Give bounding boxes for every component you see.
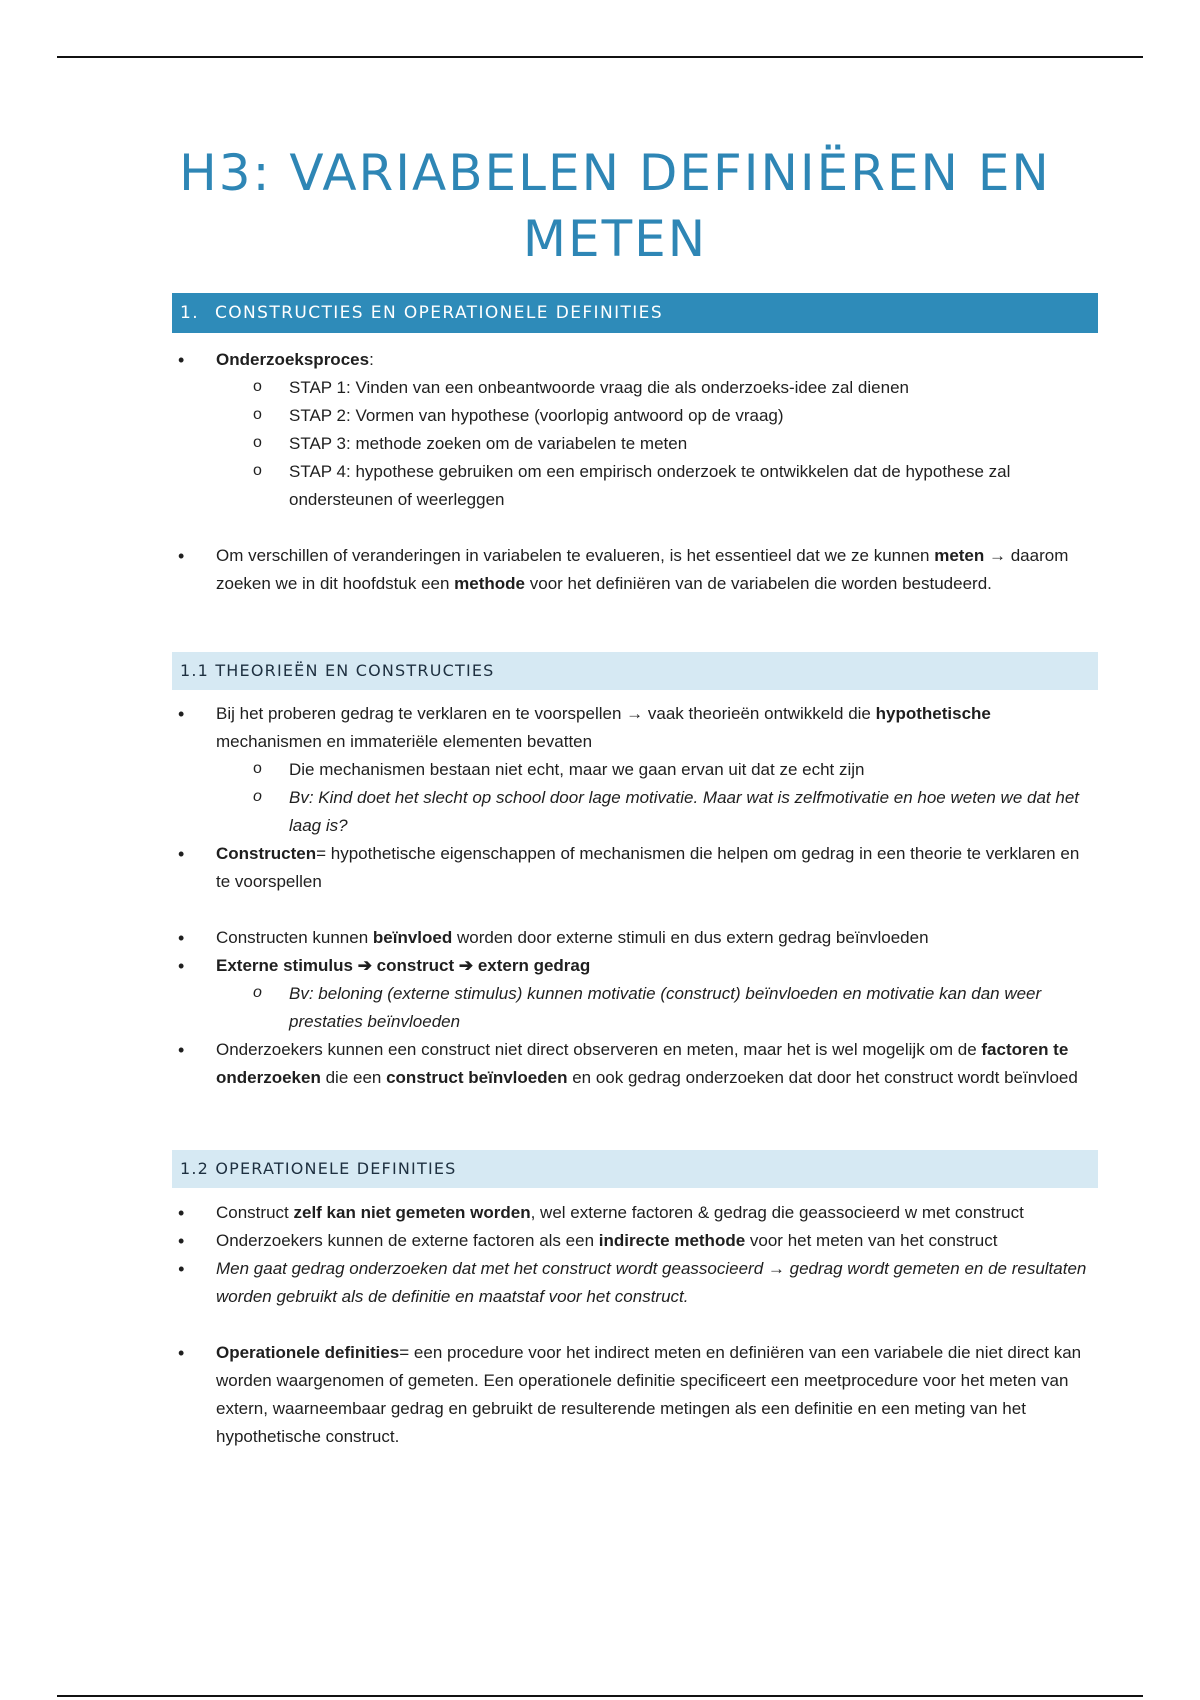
emphasis: meten [934,546,985,565]
emphasis: construct beïnvloeden [386,1068,568,1087]
section-heading-1 [172,293,1098,333]
bottom-rule [57,1695,1143,1697]
text: Onderzoekers kunnen een construct niet direct observeren en meten, maar het is wel mogelijk om de [216,1040,982,1059]
text: Bij het proberen gedrag te verklaren en te voorspellen → vaak theorieën ontwikkeld die [216,704,876,723]
text: Om verschillen of veranderingen in variabelen te evalueren, is het essentieel dat we ze kunnen [216,546,935,565]
text: worden door externe stimuli en dus extern gedrag beïnvloeden [452,928,929,947]
emphasis: beïnvloed [372,928,453,947]
section-heading-1-1: 1.1 THEORIEËN EN CONSTRUCTIES [172,652,1098,690]
list-item [172,1199,1098,1227]
page-title [172,140,1058,272]
list-item [172,1036,1098,1092]
section-label: CONSTRUCTIES EN OPERATIONELE DEFINITIES [215,303,664,323]
text: mechanismen en immateriële elementen bevatten [216,732,593,751]
text: , wel externe factoren & gedrag die geassocieerd w met construct [530,1203,1024,1222]
text: = hypothetische eigenschappen of mechanismen die helpen om gedrag in een theorie te verklaren en te voorspellen [216,844,1080,891]
list-item [172,346,1098,374]
emphasis: factoren te onderzoeken [216,1040,1069,1087]
sub-list-item: o STAP 4: hypothese gebruiken om een empirisch onderzoek te ontwikkelen dat de hypothese zal ondersteunen of weerleggen [172,458,1098,514]
term: Constructen [216,844,317,863]
section-1-1-body [172,700,1098,1092]
text: voor het definiëren van de variabelen die worden bestudeerd. [525,574,992,593]
sub-list-item-example: o Bv: Kind doet het slecht op school door lage motivatie. Maar wat is zelfmotivatie en hoe weten we dat het laag is? [172,784,1098,840]
text: → daarom zoeken we in dit hoofdstuk een [216,546,1069,593]
section-1-body [172,346,1098,598]
emphasis: methode [454,574,526,593]
section-1-2-body [172,1199,1098,1451]
sub-list-item: o STAP 1: Vinden van een onbeantwoorde vraag die als onderzoeks-idee zal dienen [172,374,1098,402]
list-item: • Men gaat gedrag onderzoeken dat met het construct wordt geassocieerd → gedrag wordt gemeten en de resultaten worden gebruikt als de definitie en maatstaf voor het construct. [172,1255,1098,1311]
title-line-2: METEN [522,210,708,268]
text: die een [320,1068,387,1087]
text: en ook gedrag onderzoeken dat door het construct wordt beïnvloed [567,1068,1078,1087]
emphasis: indirecte methode [598,1231,746,1250]
list-item [172,924,1098,952]
text: = een procedure voor het indirect meten en definiëren van een variabele die niet direct kan worden waargenomen of gemeten. Een operationele definitie specificeert een meetprocedure voor het meten van extern, waarneembaar gedrag en gebruikt de resulterende metingen als een definitie en een meting van het hypothetische construct. [216,1343,1082,1446]
section-number: 1. [180,303,200,323]
list-item [172,952,1098,980]
list-item [172,700,1098,756]
term: Operationele definities [216,1343,400,1362]
emphasis: zelf kan niet gemeten worden [293,1203,531,1222]
list-item [172,1339,1098,1451]
sub-list-item: o STAP 3: methode zoeken om de variabelen te meten [172,430,1098,458]
text: voor het meten van het construct [745,1231,998,1250]
term: Onderzoeksproces [216,350,370,369]
text: Onderzoekers kunnen de externe factoren als een [216,1231,599,1250]
sub-list-item: o Die mechanismen bestaan niet echt, maar we gaan ervan uit dat ze echt zijn [172,756,1098,784]
title-line-1: H3: VARIABELEN DEFINIËREN EN [179,144,1051,202]
list-item [172,542,1098,598]
sub-list-item: o STAP 2: Vormen van hypothese (voorlopig antwoord op de vraag) [172,402,1098,430]
list-item [172,840,1098,896]
section-heading-1-2: 1.2 OPERATIONELE DEFINITIES [172,1150,1098,1188]
text: Constructen kunnen [216,928,373,947]
list-item [172,1227,1098,1255]
emphasis: Externe stimulus ➔ construct ➔ extern gedrag [216,956,591,975]
top-rule [57,56,1143,58]
text: Construct [216,1203,294,1222]
emphasis: hypothetische [875,704,991,723]
text: : [369,350,374,369]
sub-list-item-example: o Bv: beloning (externe stimulus) kunnen motivatie (construct) beïnvloeden en motivatie kan dan weer prestaties beïnvloeden [172,980,1098,1036]
